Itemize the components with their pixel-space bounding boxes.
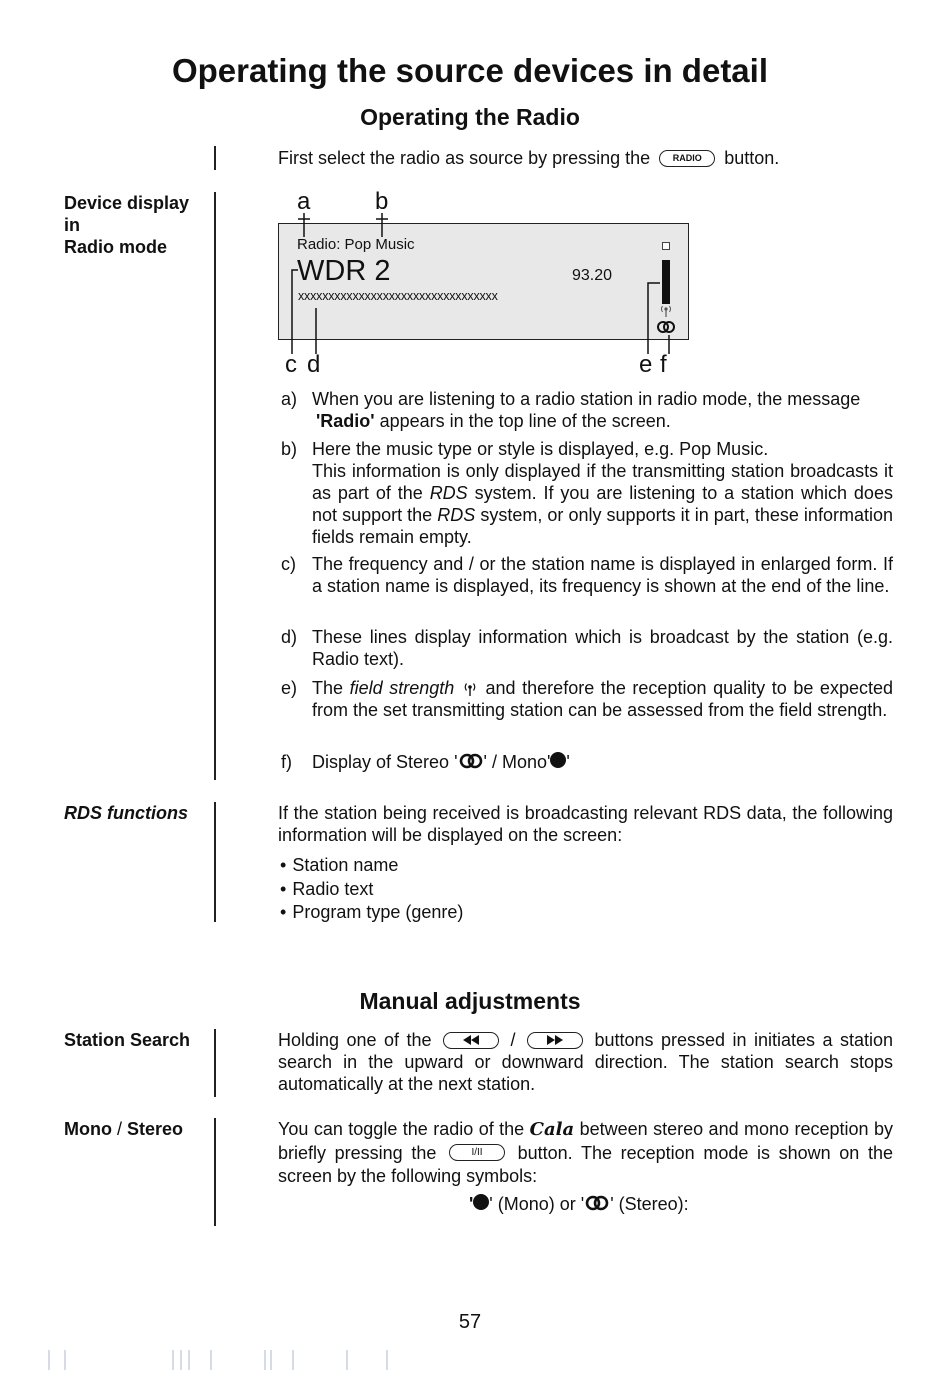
rds-bullet-list <box>280 854 463 925</box>
list-item: • Program type (genre) <box>280 901 463 925</box>
list-item: • Radio text <box>280 878 463 902</box>
list-item-c: c) The frequency and / or the station name is displayed in enlarged form. If a station name is displayed, its frequency is shown at the end of the line. <box>281 554 893 596</box>
callout-f: f <box>660 351 667 378</box>
lcd-station-name: WDR 2 <box>297 255 391 287</box>
list-item-a: a) When you are listening to a radio station in radio mode, the message 'Radio' appears in the top line of the screen. <box>281 389 861 431</box>
list-item-d: d) These lines display information which is broadcast by the station (e.g. Radio text). <box>281 627 893 669</box>
list-item-f: f) Display of Stereo ' ' / Mono' ' <box>281 752 570 772</box>
side-label-station-search: Station Search <box>64 1030 191 1050</box>
stereo-icon <box>584 1195 610 1211</box>
reception-symbols: ' ' (Mono) or ' ' (Stereo): <box>469 1194 689 1214</box>
margin-bar <box>214 1118 216 1226</box>
lcd-frequency: 93.20 <box>572 267 613 284</box>
mono-icon <box>550 752 566 768</box>
radio-intro: First select the radio as source by pressing the RADIO button. <box>278 148 780 168</box>
rds-intro: If the station being received is broadcasting relevant RDS data, the following information will be displayed on the screen: <box>278 803 893 845</box>
page-title: Operating the source devices in detail <box>171 52 768 89</box>
brand-logo: Cala <box>529 1119 575 1140</box>
lcd-top-line: Radio: Pop Music <box>297 236 415 253</box>
lcd-radio-text: xxxxxxxxxxxxxxxxxxxxxxxxxxxxxxxxx <box>298 289 498 303</box>
mono-stereo-text: You can toggle the radio of the Cala between stereo and mono reception by briefly pressing the I/II button. The reception mode is shown on the screen by the following symbols: <box>278 1119 894 1186</box>
callout-d: d <box>307 351 321 378</box>
rewind-button <box>443 1032 499 1049</box>
margin-bar <box>214 1029 216 1097</box>
radio-button: RADIO <box>659 150 715 167</box>
section-heading-radio: Operating the Radio <box>360 104 580 130</box>
side-label-device-display: Device display in Radio mode <box>64 193 190 257</box>
mono-icon <box>473 1194 489 1210</box>
stereo-icon <box>458 753 484 769</box>
list-item-e: e) The field strength and therefore the reception quality to be expected from the set transmitting station can be assessed from the field strength. <box>281 678 893 720</box>
callout-e: e <box>639 351 653 378</box>
callout-a: a <box>297 188 311 215</box>
fast-forward-icon <box>545 1035 565 1045</box>
callout-leader-lines <box>0 0 950 400</box>
page-number: 57 <box>458 1311 482 1333</box>
station-search-text: Holding one of the / buttons pressed in initiates a station search in the upward or downward direction. The station search stops automatically at the next station. <box>278 1030 894 1094</box>
list-item-b: b) Here the music type or style is displayed, e.g. Pop Music. This information is only displayed if the transmitting station broadcasts it as part of the RDS system. If you are listening to a station which does not support the RDS system, or only supports it in part, these information fields remain empty. <box>281 439 893 547</box>
stereo-mono-toggle-button: I/II <box>449 1144 505 1161</box>
rewind-icon <box>461 1035 481 1045</box>
section-heading-manual: Manual adjustments <box>359 988 581 1014</box>
callout-c: c <box>285 351 297 378</box>
side-label-mono-stereo: Mono / Stereo <box>64 1119 184 1139</box>
antenna-icon <box>461 681 479 697</box>
callout-b: b <box>375 188 389 215</box>
display-item-list <box>278 388 893 778</box>
list-item: • Station name <box>280 854 463 878</box>
margin-bar <box>214 802 216 922</box>
fast-forward-button <box>527 1032 583 1049</box>
scan-artifact-marks <box>48 1350 448 1372</box>
side-label-rds: RDS functions <box>64 803 188 823</box>
